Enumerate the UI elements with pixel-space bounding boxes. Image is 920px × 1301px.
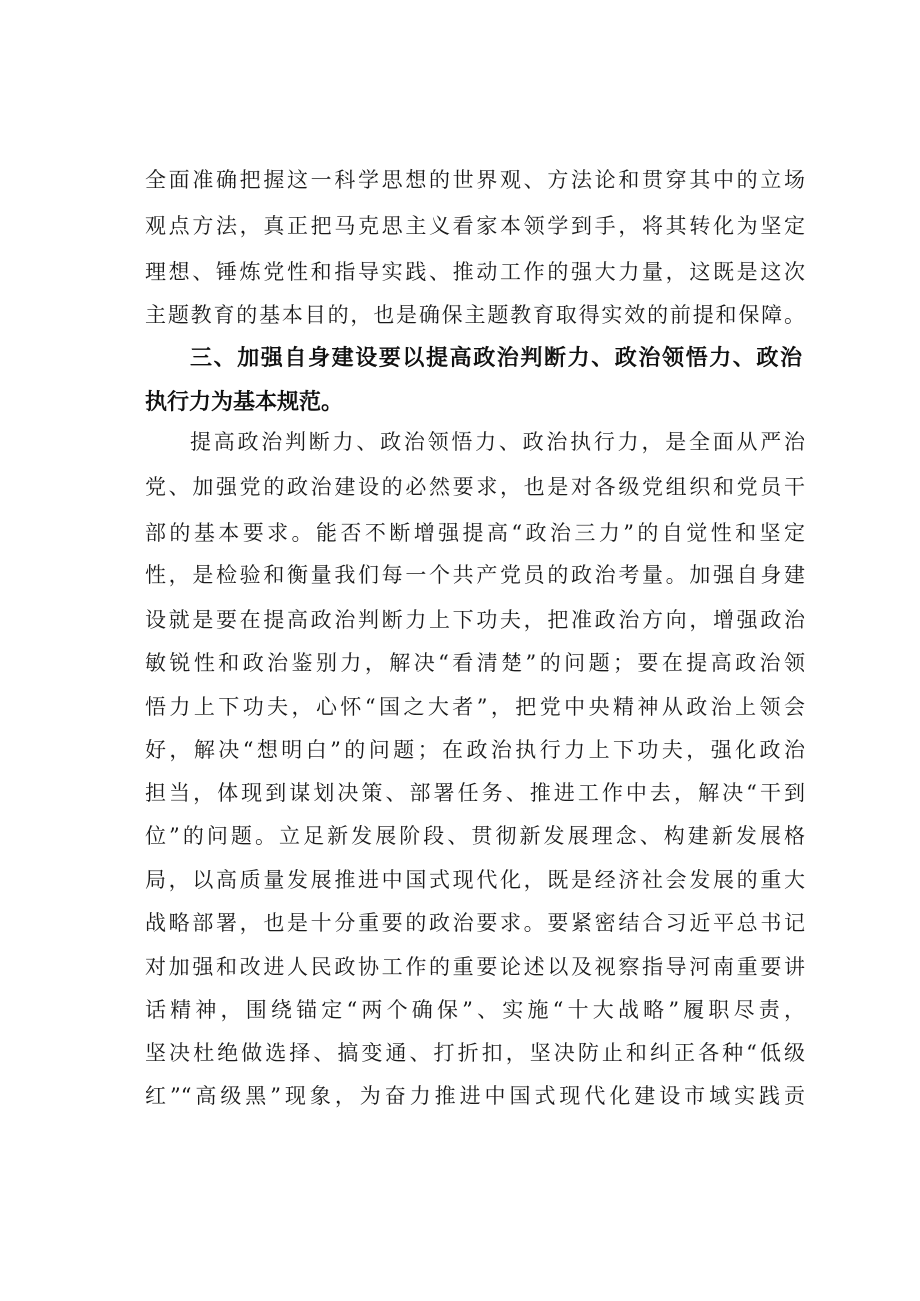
paragraph-line: 悟力上下功夫，心怀“国之大者”，把党中央精神从政治上领会 <box>145 695 805 719</box>
section-heading-line-1: 三、加强自身建设要以提高政治判断力、政治领悟力、政治 <box>190 346 802 371</box>
paragraph-line: 部的基本要求。能否不断增强提高“政治三力”的自觉性和坚定 <box>145 521 805 545</box>
paragraph-line: 敏锐性和政治鉴别力，解决“看清楚”的问题；要在提高政治领 <box>145 651 805 675</box>
paragraph-line: 理想、锤炼党性和指导实践、推动工作的强大力量，这既是这次 <box>145 260 805 284</box>
paragraph-line: 全面准确把握这一科学思想的世界观、方法论和贯穿其中的立场 <box>145 168 805 192</box>
paragraph-line: 红”“高级黑”现象，为奋力推进中国式现代化建设市域实践贡 <box>145 1084 805 1108</box>
paragraph-line: 战略部署，也是十分重要的政治要求。要紧密结合习近平总书记 <box>145 911 805 935</box>
paragraph-line: 观点方法，真正把马克思主义看家本领学到手，将其转化为坚定 <box>145 214 805 238</box>
paragraph-line: 坚决杜绝做选择、搞变通、打折扣，坚决防止和纠正各种“低级 <box>145 1041 805 1065</box>
paragraph-line: 局，以高质量发展推进中国式现代化，既是经济社会发展的重大 <box>145 868 805 892</box>
paragraph-line: 提高政治判断力、政治领悟力、政治执行力，是全面从严治 <box>190 430 805 454</box>
paragraph-line: 话精神，围绕锚定“两个确保”、实施“十大战略”履职尽责， <box>145 998 805 1022</box>
section-heading-line-2: 执行力为基本规范。 <box>145 390 344 415</box>
paragraph-line: 位”的问题。立足新发展阶段、贯彻新发展理念、构建新发展格 <box>145 824 805 848</box>
paragraph-line: 好，解决“想明白”的问题；在政治执行力上下功夫，强化政治 <box>145 738 805 762</box>
paragraph-line: 主题教育的基本目的，也是确保主题教育取得实效的前提和保障。 <box>145 303 805 327</box>
paragraph-line: 性，是检验和衡量我们每一个共产党员的政治考量。加强自身建 <box>145 563 805 587</box>
paragraph-line: 担当，体现到谋划决策、部署任务、推进工作中去，解决“干到 <box>145 781 805 805</box>
paragraph-line: 设就是要在提高政治判断力上下功夫，把准政治方向，增强政治 <box>145 608 805 632</box>
paragraph-line: 对加强和改进人民政协工作的重要论述以及视察指导河南重要讲 <box>145 955 805 979</box>
paragraph-line: 党、加强党的政治建设的必然要求，也是对各级党组织和党员干 <box>145 475 805 499</box>
